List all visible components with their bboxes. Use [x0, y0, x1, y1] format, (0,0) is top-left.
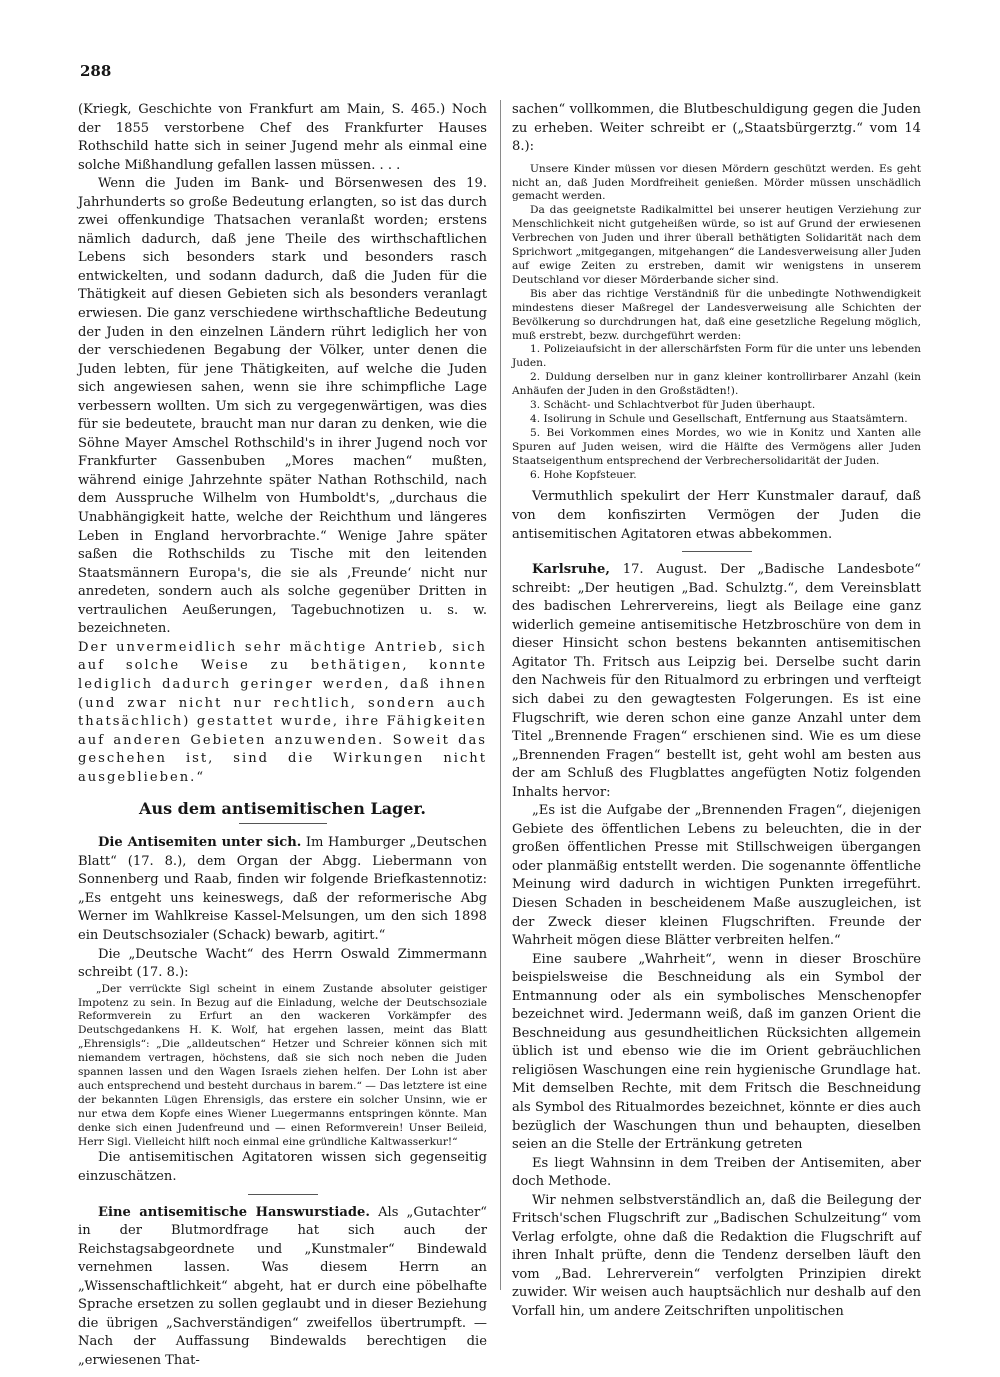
article-heading: Die Antisemiten unter sich.	[98, 835, 302, 851]
right-paragraph: Es liegt Wahnsinn in dem Treiben der Antisemiten, aber doch Methode.	[512, 1155, 921, 1190]
list-item: 4. Isolirung in Schule und Gesellschaft, Entfernung aus Staatsämtern.	[530, 412, 908, 425]
article-hanswurstiade	[78, 1204, 487, 1371]
article-divider	[682, 551, 752, 552]
list-item: 5. Bei Vorkommen eines Mordes, wo wie in Konitz und Xanten alle Spuren auf Juden weisen, wird die Hälfte des Vermögens aller Juden Staatseigenthum entsprechend der Verbrechersolidarität der Juden.	[512, 426, 921, 467]
quoted-passage: Bis aber das richtige Verständniß für die unbedingte Nothwendigkeit mindestens dieser Maßregel der Landesverweisung alle Schichten der Bevölkerung so durchdrungen hat, daß eine gesetzliche Regelung möglich, muß erstrebt, bezw. durchgeführt werden:	[512, 287, 921, 342]
article-heading: Karlsruhe,	[532, 562, 610, 578]
right-paragraph: „Es ist die Aufgabe der „Brennenden Fragen“, diejenigen Gebiete des öffentlichen Lebens zu beleuchten, die in der großen öffentlichen Presse mit Stillschweigen übergangen oder planmäßig entstellt werden. Die sogenannte öffentliche Meinung wird dadurch in wichtigen Punkten irregeführt. Diesen Schaden in bescheidenem Maße auszugleichen, ist der Zweck dieser kleinen Flugschriften. Freunde der Wahrheit mögen diese Blätter verbreiten helfen.“	[512, 803, 921, 949]
section-heading-text: Aus dem antisemitischen Lager.	[139, 799, 426, 819]
article-body: Als „Gutachter“ in der Blutmordfrage hat sich auch der Reichstagsabgeordnete und „Kunstmaler“ Bindewald vernehmen lassen. Was diesem Herrn an „Wissenschaftlichkeit“ abgeht, hat er durch eine pöbelhafte Sprache ersetzen zu sollen geglaubt und in dieser Beziehung die übrigen „Sachverständigen“ zweifellos übertrumpft. — Nach der Auffassung Bindewalds berechtigen die „erwiesenen That-	[78, 1204, 488, 1368]
right-paragraph: sachen“ vollkommen, die Blutbeschuldigung gegen die Juden zu erheben. Weiter schreibt er („Staatsbürgerztg.“ vom 14 8.):	[512, 102, 921, 155]
article-divider	[248, 1194, 318, 1195]
right-paragraph: Vermuthlich spekulirt der Herr Kunstmaler darauf, daß von dem konfiszirten Vermögen der Juden die antisemitischen Agitatoren etwas abbekommen.	[512, 489, 921, 542]
section-heading	[78, 799, 487, 824]
left-paragraph: Die antisemitischen Agitatoren wissen sich gegenseitig einzuschätzen.	[78, 1150, 487, 1185]
article-heading: Eine antisemitische Hanswurstiade.	[98, 1204, 370, 1220]
list-item: 1. Polizeiaufsicht in der allerschärfsten Form für die unter uns lebenden Juden.	[512, 343, 921, 370]
list-item: 6. Hohe Kopfsteuer.	[530, 468, 637, 481]
left-paragraph: Die „Deutsche Wacht“ des Herrn Oswald Zimmermann schreibt (17. 8.):	[78, 946, 487, 981]
right-paragraph: Wir nehmen selbstverständlich an, daß die Beilegung der Fritsch'schen Flugschrift zur „Badischen Schulzeitung“ vom Verlag erfolgte, ohne daß die Redaktion die Flugschrift auf ihren Inhalt prüfte, denn die Tendenz derselben läuft den vom „Bad. Lehrerverein“ verfolgten Prinzipien direkt zuwider. Wir weisen auch hauptsächlich nur deshalb auf den Vorfall hin, um andere Zeitschriften unpolitischen	[512, 1192, 921, 1319]
right-paragraph: Eine saubere „Wahrheit“, wenn in dieser Broschüre beispielsweise die Beschneidung als ein Symbol der Entmannung oder als ein symbolisches Menschenopfer bezeichnet wird. Jedermann weiß, daß im ganzen Orient die Beschneidung aus gesundheitlichen Rücksichten allgemein üblich ist und ebenso wie die im Orient gebräuchlichen religiösen Waschungen eine rein hygienische Grundlage hat. Mit demselben Rechte, mit dem Fritsch die Beschneidung als Symbol des Ritualmordes bezeichnet, könnte er dies auch bezüglich der Waschungen thun und behaupten, dieselben seien an die Stelle der Ertränkung getreten	[512, 951, 921, 1153]
quoted-passage: „Der verrückte Sigl scheint in einem Zustande absoluter geistiger Impotenz zu sein. In Bezug auf die Einladung, welche der Deutschsoziale Reformverein zu Erfurt an den wackeren Vorkämpfer des Deutschgedankens H. K. Wolf, hat ergehen lassen, meint das Blatt „Ehrensigls“: „Die „alldeutschen“ Hetzer und Schreier können sich mit niemandem vertragen, höchstens, daß sie sich noch neben die Juden spannen lassen und den Wagen Israels ziehen helfen. Der Lohn ist aber auch entsprechend und besteht durchaus in barem.“ — Das letztere ist eine der bekannten Lügen Ehrensigls, das erstere ein solcher Unsinn, wie er nur etwa dem Kopfe eines Wiener Luegermanns entspringen könnte. Man denke sich einen Judenfreund und — einen Reformverein! Unser Beileid, Herr Sigl. Vielleicht hilft noch einmal eine gründliche Kaltwasserkur!“	[78, 982, 487, 1148]
left-column	[78, 101, 488, 1368]
left-paragraph: (Kriegk, Geschichte von Frankfurt am Main, S. 465.) Noch der 1855 verstorbene Chef des Frankfurter Hauses Rothschild hatte sich in seiner Jugend mehr als einmal eine solche Mißhandlung gefallen lassen müssen. . . .	[78, 102, 487, 173]
column-rule	[500, 100, 501, 1290]
article-karlsruhe	[512, 561, 921, 802]
quoted-passage: Da das geeignetste Radikalmittel bei unserer heutigen Verziehung zur Menschlichkeit nicht gutgeheißen würde, so ist auf Grund der erwiesenen Verbrechen von Juden und ihrer überall bethätigten Solidarität nach dem Sprichwort „mitgegangen, mitgehangen“ die Landesverweisung aller Juden auf ewige Zeiten zu erstreben, damit wir wenigstens in unserem Deutschland vor dieser Mörderbande sicher sind.	[512, 204, 921, 286]
right-column	[512, 101, 921, 1319]
quoted-passage: Unsere Kinder müssen vor diesen Mördern geschützt werden. Es geht nicht an, daß Juden Mordfreiheit genießen. Mörder müssen unschädlich gemacht werden.	[512, 162, 921, 203]
list-item: 3. Schächt- und Schlachtverbot für Juden überhaupt.	[530, 399, 816, 412]
article-antisemiten-unter-sich	[78, 834, 487, 945]
left-paragraph: Wenn die Juden im Bank- und Börsenwesen des 19. Jahrhunderts so große Bedeutung erlangten, so ist das durch zwei offenkundige Thatsachen veranlaßt worden; erstens nämlich dadurch, daß jene Theile des wirthschaftlichen Lebens sich besonders stark und besonders rasch entwickelten, und sodann dadurch, daß die Juden für die Thätigkeit auf diesen Gebieten sich als besonders veranlagt erwiesen. Die ganz verschiedene wirthschaftliche Bedeutung der Juden in den einzelnen Ländern rührt lediglich her von der verschiedenen Begabung der Völker, unter denen die Juden lebten, für jene Thätigkeiten, auf welche die Juden sich angewiesen sahen, wenn sie ihre schimpfliche Lage verbessern wollten. Um sich zu vergegenwärtigen, was dies für sie bedeutete, braucht man nur daran zu denken, wie die Söhne Mayer Amschel Rothschild's in ihrer Jugend noch vor Frankfurter Gassenbuben „Mores machen“ mußten, während einige Jahrzehnte später Nathan Rothschild, nach dem Ausspruche Wilhelm von Humboldt's, „durchaus die Unabhängigkeit hatte, welche der Reichthum und längeres Leben in England hervorbrachte.“ Wenige Jahre später saßen die Rothschilds zu Tische mit den leitenden Staatsmännern Europa's, die sie als ‚Freunde‘ nicht nur anredeten, sondern auch als solche gegenüber Dritten in vertraulichen Aeußerungen, Tagebuchnotizen u. s. w. bezeichneten.	[78, 176, 487, 637]
article-body: 17. August. Der „Badische Landesbote“ schreibt: „Der heutigen „Bad. Schulztg.“, dem Vereinsblatt des badischen Lehrervereins, liegt als Beilage eine ganz widerlich gemeine antisemitische Hetzbroschüre von dem in dieser Hinsicht schon bestens bekannten antisemitischen Agitator Th. Fritsch aus Leipzig bei. Derselbe sucht darin den Nachweis für den Ritualmord zu erbringen und verfteigt sich dabei zu den gewagtesten Folgerungen. Es ist eine Flugschrift, wie deren schon eine ganze Anzahl unter dem Titel „Brennende Fragen“ erschienen sind. Wie es um diese „Brennenden Fragen“ bestellt ist, geht wohl am besten aus der am Schluß des Flugblattes angefügten Notiz folgenden Inhalts hervor:	[512, 562, 921, 800]
article-body: Im Hamburger „Deutschen Blatt“ (17. 8.), dem Organ der Abgg. Liebermann von Sonnenberg und Raab, finden wir folgende Briefkastennotiz: „Es entgeht uns keineswegs, daß der reformerische Abg Werner im Wahlkreise Kassel-Melsungen, um den sich 1898 ein Deutschsozialer (Schack) bewarb, agitirt.“	[78, 835, 487, 943]
page-number: 288	[80, 62, 112, 80]
section-heading-underline	[239, 823, 327, 824]
list-item: 2. Duldung derselben nur in ganz kleiner kontrollirbarer Anzahl (kein Anhäufen der Juden in den Großstädten!).	[512, 371, 921, 398]
left-paragraph-spaced: Der unvermeidlich sehr mächtige Antrieb, sich auf solche Weise zu bethätigen, konnte lediglich dadurch geringer werden, daß ihnen (und zwar nicht nur rechtlich, sondern auch thatsächlich) gestattet wurde, ihre Fähigkeiten auf anderen Gebieten anzuwenden. Soweit das geschehen ist, sind die Wirkungen nicht ausgeblieben.“	[78, 639, 487, 785]
